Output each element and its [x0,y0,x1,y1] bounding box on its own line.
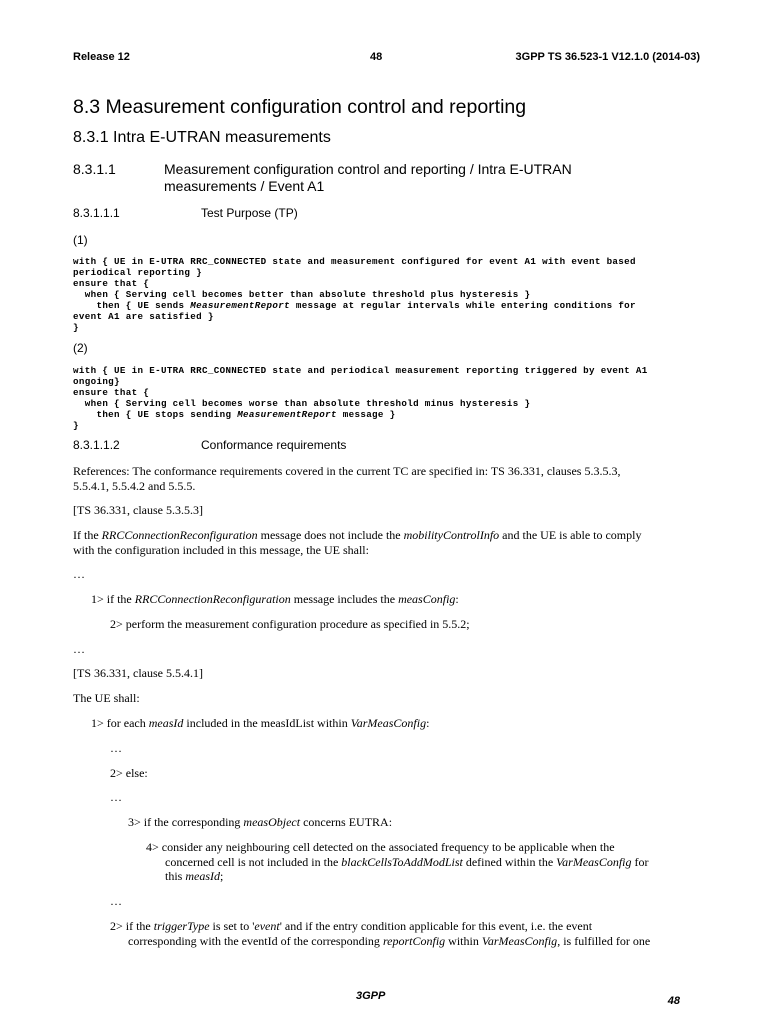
code-text: then { UE sends [73,300,191,311]
footer-page-number: 48 [667,995,680,1007]
heading-8-3-1-1-title [164,161,704,195]
item-3-meas-object [128,815,392,830]
heading-tp-number: 8.3.1.1.1 [73,206,120,220]
text: defined within the [462,855,557,869]
heading-8-3-1: 8.3.1 Intra E-UTRAN measurements [73,129,331,146]
field-name: triggerType [153,919,210,933]
text: is set to ' [209,919,255,933]
code-line [73,409,703,420]
field-name: mobilityControlInfo [403,528,500,542]
references-line1: References: The conformance requirements covered in the current TC are specified in: TS 36.331, clauses 5.3.5.3, [73,464,621,478]
text: : [455,592,459,606]
code-line: when { Serving cell becomes worse than absolute threshold minus hysteresis } [73,398,531,409]
text: and the UE is able to comply [499,528,642,542]
value-name: event [254,919,280,933]
variable-name: VarMeasConfig [481,934,558,948]
item-4-line3 [165,869,223,884]
text: this [165,869,186,883]
text: included in the measIdList within [183,716,351,730]
code-message-name: MeasurementReport [237,409,337,420]
item-2-else: 2> else: [110,766,148,780]
code-line: with { UE in E-UTRA RRC_CONNECTED state and measurement configured for event A1 with event based [73,256,636,267]
code-line: ensure that { [73,278,150,289]
code-line: periodical reporting } [73,267,202,278]
tp2-label: (2) [73,341,88,355]
text: corresponding with the eventId of the corresponding [128,934,383,948]
tp1-code-block [73,256,703,333]
tp1-label: (1) [73,233,88,247]
ts-reference-5-3-5-3: [TS 36.331, clause 5.3.5.3] [73,503,203,517]
ellipsis: … [110,741,122,755]
code-line: when { Serving cell becomes better than absolute threshold plus hysteresis } [73,289,531,300]
ellipsis: … [73,567,85,581]
code-line: with { UE in E-UTRA RRC_CONNECTED state and periodical measurement reporting triggered by event A1 [73,365,648,376]
text: concerns EUTRA: [300,815,393,829]
code-text: message } [336,409,396,420]
code-line: event A1 are satisfied } [73,311,214,322]
field-name: measConfig [398,592,456,606]
text: , is fulfilled for one [557,934,651,948]
code-text: then { UE stops sending [73,409,238,420]
references-line2: 5.5.4.1, 5.5.4.2 and 5.5.5. [73,479,196,493]
field-name: measObject [243,815,301,829]
field-name: measId [148,716,184,730]
code-line: ongoing} [73,376,120,387]
text: message does not include the [257,528,404,542]
tp2-code-block [73,365,703,431]
item-4-line1: 4> consider any neighbouring cell detected on the associated frequency to be applicable when the [146,840,615,854]
text: for [631,855,649,869]
header-release: Release 12 [73,51,130,63]
text: message includes the [290,592,399,606]
item-2-trigger-type-line2 [128,934,650,949]
heading-8-3-1-1-title-line1: Measurement configuration control and reporting / Intra E-UTRAN [164,161,572,177]
text: 1> if the [91,592,135,606]
variable-name: VarMeasConfig [350,716,427,730]
text: 2> if the [110,919,154,933]
item-2-perform: 2> perform the measurement configuration procedure as specified in 5.5.2; [110,617,470,631]
message-name: RRCConnectionReconfiguration [101,528,258,542]
item-1-meas-config [91,592,459,607]
paragraph-if-line1 [73,528,641,543]
item-4-line2 [165,855,649,870]
code-line: } [73,420,79,431]
variable-name: VarMeasConfig [556,855,632,869]
text: within [445,934,482,948]
ue-shall: The UE shall: [73,691,140,705]
field-name: measId [185,869,221,883]
item-2-trigger-type-line1 [110,919,592,934]
ts-reference-5-5-4-1: [TS 36.331, clause 5.5.4.1] [73,666,203,680]
code-line: } [73,322,79,333]
header-page-number: 48 [370,51,383,63]
footer-3gpp: 3GPP [356,990,386,1002]
text: 1> for each [91,716,149,730]
text: concerned cell is not included in the [165,855,342,869]
code-line [73,300,703,311]
text: If the [73,528,102,542]
field-name: blackCellsToAddModList [341,855,463,869]
heading-8-3: 8.3 Measurement configuration control and reporting [73,96,527,118]
text: 3> if the corresponding [128,815,244,829]
heading-8-3-1-1-title-line2: measurements / Event A1 [164,178,325,194]
header-spec-id: 3GPP TS 36.523-1 V12.1.0 (2014-03) [515,51,700,63]
paragraph-if-line2: with the configuration included in this message, the UE shall: [73,543,369,557]
text: ' and if the entry condition applicable for this event, i.e. the event [279,919,593,933]
ellipsis: … [110,894,122,908]
heading-cr-number: 8.3.1.1.2 [73,438,120,452]
message-name: RRCConnectionReconfiguration [134,592,291,606]
field-name: reportConfig [382,934,446,948]
heading-8-3-1-1-number: 8.3.1.1 [73,161,116,177]
ellipsis: … [110,790,122,804]
heading-tp-title: Test Purpose (TP) [201,206,298,220]
text: : [426,716,430,730]
text: ; [220,869,224,883]
code-line: ensure that { [73,387,150,398]
heading-cr-title: Conformance requirements [201,438,347,452]
code-text: message at regular intervals while entering conditions for [289,300,636,311]
item-1-for-each-measid [91,716,429,731]
ellipsis: … [73,642,85,656]
code-message-name: MeasurementReport [190,300,290,311]
